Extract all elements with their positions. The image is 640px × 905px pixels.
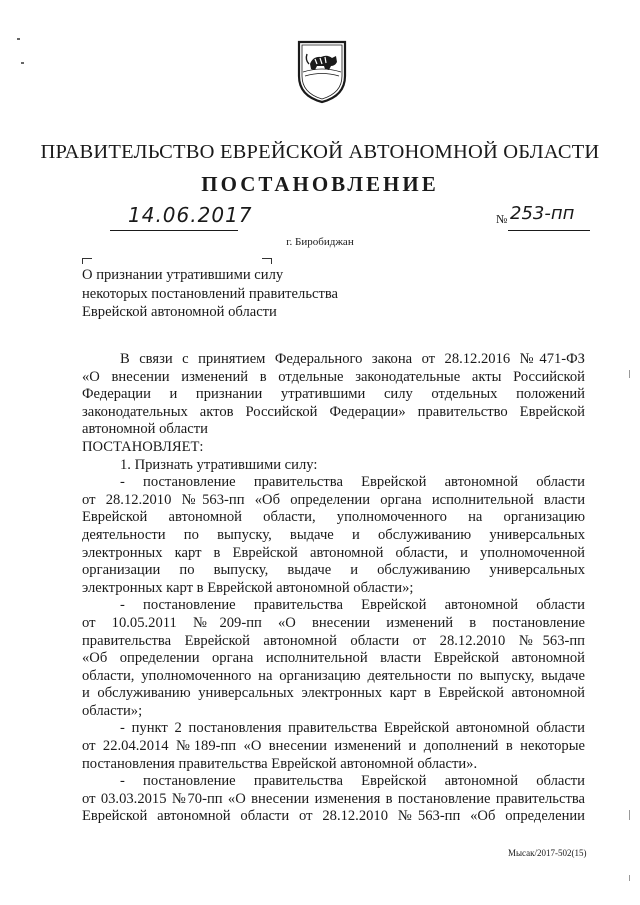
bracket-corner-left-icon: [82, 258, 92, 264]
body-line: Еврейской автономной области, уполномоченного на организацию: [82, 509, 585, 526]
body-line: автономной области: [82, 421, 208, 438]
document-type-title: ПОСТАНОВЛЕНИЕ: [201, 172, 439, 196]
body-line: электронных карт в Еврейской автономной области, и уполномоченной: [82, 544, 585, 561]
body-line: области, уполномоченного на организацию деятельности по выпуску, выдаче: [82, 667, 585, 684]
body-line: - постановление правительства Еврейской автономной области: [120, 597, 585, 614]
body-line: организации по выпуску, выдаче и обслуживанию универсальных: [82, 562, 585, 579]
scan-speck: [629, 810, 630, 820]
body-line: и обслуживанию универсальных электронных карт в Еврейской автономной: [82, 685, 585, 702]
subject-line: некоторых постановлений правительства: [82, 285, 339, 302]
document-subject: [82, 266, 338, 322]
government-title: ПРАВИТЕЛЬСТВО ЕВРЕЙСКОЙ АВТОНОМНОЙ ОБЛАСТИ: [40, 141, 600, 163]
body-line: деятельности по выпуску, выдаче и обслуживанию универсальных: [82, 526, 585, 543]
bracket-corner-right-icon: [262, 258, 272, 264]
body-line: от 22.04.2014 №189-пп «О внесении изменений и дополнений в некоторые: [82, 738, 585, 755]
body-line: от 10.05.2011 №209-пп «О внесении изменений в постановление: [82, 614, 585, 631]
body-line: Федерации и признании утратившими силу отдельных положений: [82, 386, 585, 403]
body-line: ПОСТАНОВЛЯЕТ:: [82, 438, 204, 455]
number-underline: [508, 230, 590, 231]
body-line: постановления правительства Еврейской автономной области».: [82, 755, 478, 772]
body-line: Еврейской автономной области от 28.12.2010 №563-пп «Об определении: [82, 808, 585, 825]
scan-speck: [629, 875, 630, 881]
handwritten-number: 253-пп: [510, 203, 575, 224]
body-line: законодательных актов Российской Федерации» правительство Еврейской: [82, 403, 585, 420]
footer-code: Мысак/2017-502(15): [508, 848, 587, 858]
number-prefix: №: [496, 212, 508, 226]
body-line: - постановление правительства Еврейской автономной области: [120, 773, 585, 790]
city-label: г. Биробиджан: [286, 236, 354, 248]
body-line: В связи с принятием Федерального закона от 28.12.2016 №471-ФЗ: [120, 351, 585, 367]
body-line: от 03.03.2015 №70-пп «О внесении изменения в постановление правительства: [82, 790, 585, 807]
handwritten-date: 14.06.2017: [128, 203, 253, 227]
body-line: электронных карт в Еврейской автономной области»;: [82, 579, 414, 596]
scan-speck: [17, 38, 20, 40]
scan-speck: [21, 62, 24, 64]
document-body: [82, 351, 585, 826]
body-line: «Об определении органа исполнительной власти Еврейской автономной: [82, 650, 585, 667]
body-line: 1. Признать утратившими силу:: [120, 456, 318, 473]
body-line: от 28.12.2010 №563-пп «Об определении органа исполнительной власти: [82, 491, 585, 508]
subject-line: О признании утратившими силу: [82, 267, 284, 283]
body-line: области»;: [82, 702, 143, 719]
body-line: правительства Еврейской автономной области от 28.12.2010 №563-пп: [82, 632, 585, 649]
body-line: - постановление правительства Еврейской автономной области: [120, 474, 585, 491]
scan-speck: [629, 370, 630, 378]
subject-line: Еврейской автономной области: [82, 304, 277, 320]
body-line: «О внесении изменений в отдельные законодательные акты Российской: [82, 368, 585, 385]
date-underline: [110, 230, 238, 231]
coat-of-arms-icon: [295, 36, 349, 106]
body-line: - пункт 2 постановления правительства Еврейской автономной области: [120, 720, 585, 737]
